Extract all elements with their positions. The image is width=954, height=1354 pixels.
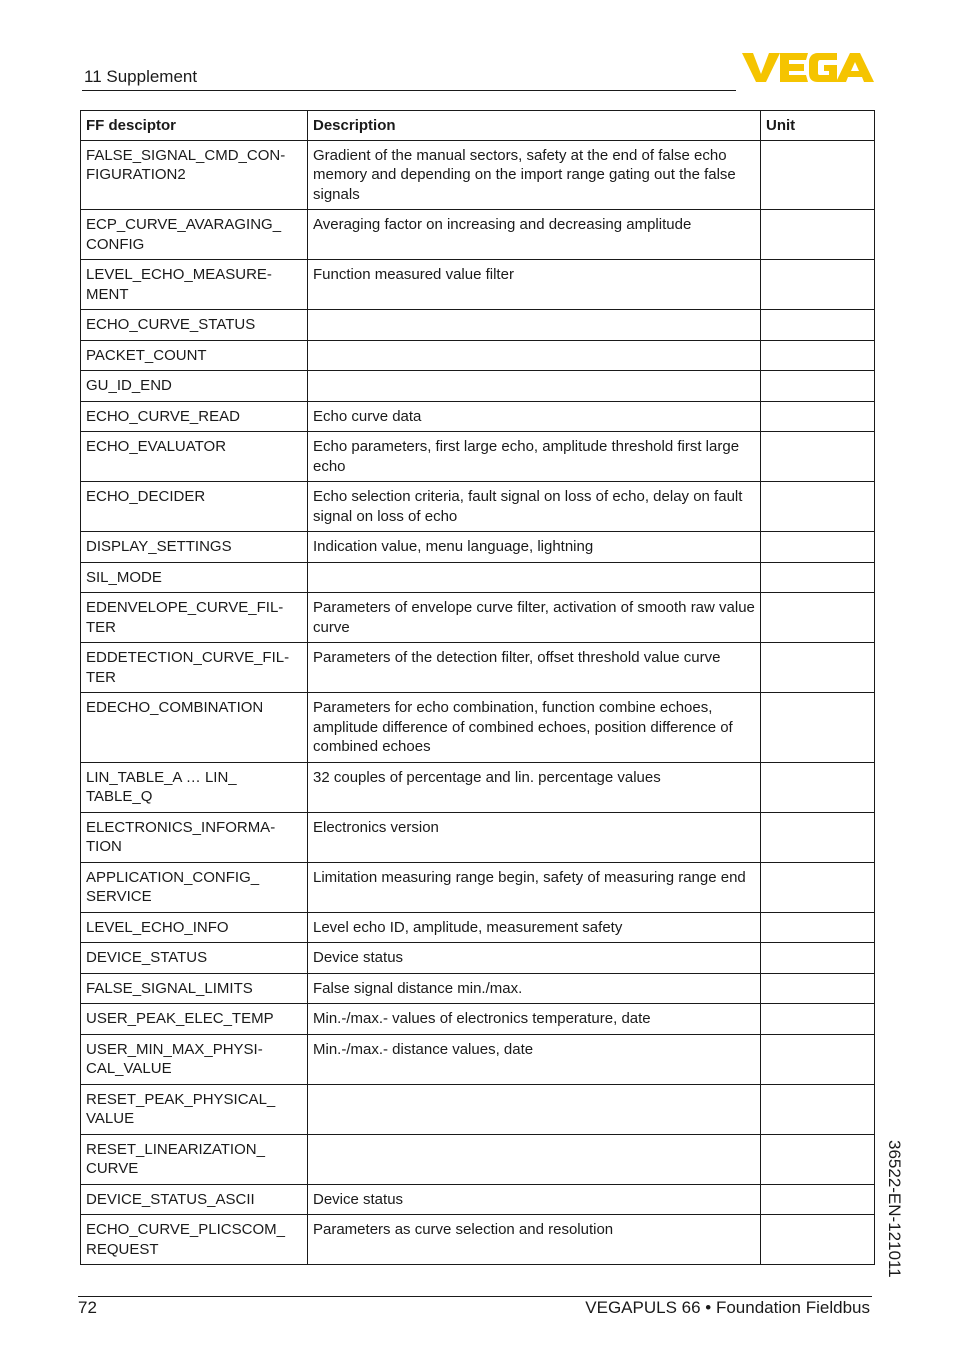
- cell-descriptor: ECP_CURVE_AVARAGING_ CONFIG: [81, 210, 308, 260]
- table-row: [81, 532, 875, 563]
- table-row: [81, 862, 875, 912]
- cell-description: Parameters of envelope curve filter, activation of smooth raw value curve: [308, 593, 761, 643]
- table-row: [81, 432, 875, 482]
- column-header-unit: Unit: [761, 111, 875, 141]
- cell-unit: [761, 593, 875, 643]
- cell-descriptor: LEVEL_ECHO_MEASURE-MENT: [81, 260, 308, 310]
- cell-descriptor: ECHO_EVALUATOR: [81, 432, 308, 482]
- column-header-description: Description: [308, 111, 761, 141]
- table-row: [81, 371, 875, 402]
- cell-description: False signal distance min./max.: [308, 973, 761, 1004]
- table-row: [81, 973, 875, 1004]
- cell-descriptor: GU_ID_END: [81, 371, 308, 402]
- cell-description: Level echo ID, amplitude, measurement safety: [308, 912, 761, 943]
- cell-descriptor: ELECTRONICS_INFORMA-TION: [81, 812, 308, 862]
- table-row: [81, 482, 875, 532]
- cell-unit: [761, 310, 875, 341]
- table-row: [81, 812, 875, 862]
- page-number: 72: [78, 1298, 97, 1317]
- cell-description: Parameters for echo combination, function combine echoes, amplitude difference of combined echoes, position difference of combined echoes: [308, 693, 761, 763]
- cell-description: Min.-/max.- distance values, date: [308, 1034, 761, 1084]
- cell-description: Device status: [308, 1184, 761, 1215]
- cell-unit: [761, 1004, 875, 1035]
- table-row: [81, 210, 875, 260]
- vega-logo: [742, 50, 874, 84]
- cell-descriptor: SIL_MODE: [81, 562, 308, 593]
- cell-unit: [761, 260, 875, 310]
- cell-descriptor: PACKET_COUNT: [81, 340, 308, 371]
- cell-description: Function measured value filter: [308, 260, 761, 310]
- cell-unit: [761, 912, 875, 943]
- cell-descriptor: ECHO_CURVE_STATUS: [81, 310, 308, 341]
- table-row: [81, 310, 875, 341]
- cell-unit: [761, 943, 875, 974]
- cell-unit: [761, 140, 875, 210]
- cell-unit: [761, 210, 875, 260]
- cell-unit: [761, 762, 875, 812]
- table-row: [81, 1184, 875, 1215]
- footer-document-title: VEGAPULS 66 • Foundation Fieldbus: [585, 1298, 870, 1317]
- cell-descriptor: ECHO_DECIDER: [81, 482, 308, 532]
- cell-descriptor: FALSE_SIGNAL_LIMITS: [81, 973, 308, 1004]
- cell-description: 32 couples of percentage and lin. percentage values: [308, 762, 761, 812]
- table-row: [81, 1004, 875, 1035]
- cell-unit: [761, 532, 875, 563]
- cell-descriptor: FALSE_SIGNAL_CMD_CON-FIGURATION2: [81, 140, 308, 210]
- cell-description: Averaging factor on increasing and decreasing amplitude: [308, 210, 761, 260]
- cell-descriptor: DEVICE_STATUS: [81, 943, 308, 974]
- table-row: [81, 943, 875, 974]
- ff-descriptor-table: [80, 110, 875, 1265]
- cell-unit: [761, 643, 875, 693]
- cell-unit: [761, 973, 875, 1004]
- cell-description: Echo parameters, first large echo, amplitude threshold first large echo: [308, 432, 761, 482]
- cell-unit: [761, 812, 875, 862]
- cell-descriptor: EDENVELOPE_CURVE_FIL-TER: [81, 593, 308, 643]
- cell-description: Electronics version: [308, 812, 761, 862]
- cell-descriptor: EDECHO_COMBINATION: [81, 693, 308, 763]
- header-divider: [82, 90, 736, 91]
- table-row: [81, 593, 875, 643]
- table-row: [81, 1134, 875, 1184]
- table-row: [81, 1084, 875, 1134]
- cell-descriptor: LEVEL_ECHO_INFO: [81, 912, 308, 943]
- table-row: [81, 1034, 875, 1084]
- table-row: [81, 260, 875, 310]
- cell-description: [308, 371, 761, 402]
- cell-unit: [761, 1215, 875, 1265]
- cell-descriptor: RESET_PEAK_PHYSICAL_ VALUE: [81, 1084, 308, 1134]
- table-row: [81, 643, 875, 693]
- table-row: [81, 912, 875, 943]
- cell-description: [308, 1134, 761, 1184]
- cell-unit: [761, 562, 875, 593]
- cell-descriptor: USER_MIN_MAX_PHYSI-CAL_VALUE: [81, 1034, 308, 1084]
- cell-unit: [761, 1134, 875, 1184]
- cell-unit: [761, 693, 875, 763]
- cell-descriptor: DEVICE_STATUS_ASCII: [81, 1184, 308, 1215]
- cell-description: Echo curve data: [308, 401, 761, 432]
- cell-description: [308, 1084, 761, 1134]
- cell-descriptor: EDDETECTION_CURVE_FIL-TER: [81, 643, 308, 693]
- cell-description: Limitation measuring range begin, safety of measuring range end: [308, 862, 761, 912]
- cell-description: Gradient of the manual sectors, safety at the end of false echo memory and depending on the import range gating out the false signals: [308, 140, 761, 210]
- cell-unit: [761, 1084, 875, 1134]
- cell-unit: [761, 401, 875, 432]
- cell-description: Device status: [308, 943, 761, 974]
- table-row: [81, 693, 875, 763]
- cell-descriptor: RESET_LINEARIZATION_ CURVE: [81, 1134, 308, 1184]
- cell-unit: [761, 371, 875, 402]
- cell-descriptor: ECHO_CURVE_PLICSCOM_ REQUEST: [81, 1215, 308, 1265]
- table-row: [81, 401, 875, 432]
- cell-description: [308, 310, 761, 341]
- cell-unit: [761, 432, 875, 482]
- cell-description: Echo selection criteria, fault signal on loss of echo, delay on fault signal on loss of echo: [308, 482, 761, 532]
- cell-descriptor: DISPLAY_SETTINGS: [81, 532, 308, 563]
- table-row: [81, 1215, 875, 1265]
- cell-unit: [761, 862, 875, 912]
- footer-divider: [78, 1296, 872, 1297]
- cell-unit: [761, 1034, 875, 1084]
- table-row: [81, 762, 875, 812]
- cell-unit: [761, 482, 875, 532]
- cell-descriptor: USER_PEAK_ELEC_TEMP: [81, 1004, 308, 1035]
- table-body: [81, 140, 875, 1265]
- cell-description: Parameters as curve selection and resolution: [308, 1215, 761, 1265]
- cell-description: [308, 340, 761, 371]
- cell-description: Indication value, menu language, lightning: [308, 532, 761, 563]
- table-row: [81, 562, 875, 593]
- table-row: [81, 340, 875, 371]
- cell-unit: [761, 1184, 875, 1215]
- table-header-row: [81, 111, 875, 141]
- cell-descriptor: ECHO_CURVE_READ: [81, 401, 308, 432]
- column-header-descriptor: FF desciptor: [81, 111, 308, 141]
- document-code: 36522-EN-121011: [885, 1140, 904, 1278]
- cell-description: Min.-/max.- values of electronics temperature, date: [308, 1004, 761, 1035]
- cell-description: [308, 562, 761, 593]
- cell-descriptor: APPLICATION_CONFIG_ SERVICE: [81, 862, 308, 912]
- cell-description: Parameters of the detection filter, offset threshold value curve: [308, 643, 761, 693]
- cell-descriptor: LIN_TABLE_A … LIN_ TABLE_Q: [81, 762, 308, 812]
- section-title: 11 Supplement: [84, 67, 198, 86]
- table-row: [81, 140, 875, 210]
- cell-unit: [761, 340, 875, 371]
